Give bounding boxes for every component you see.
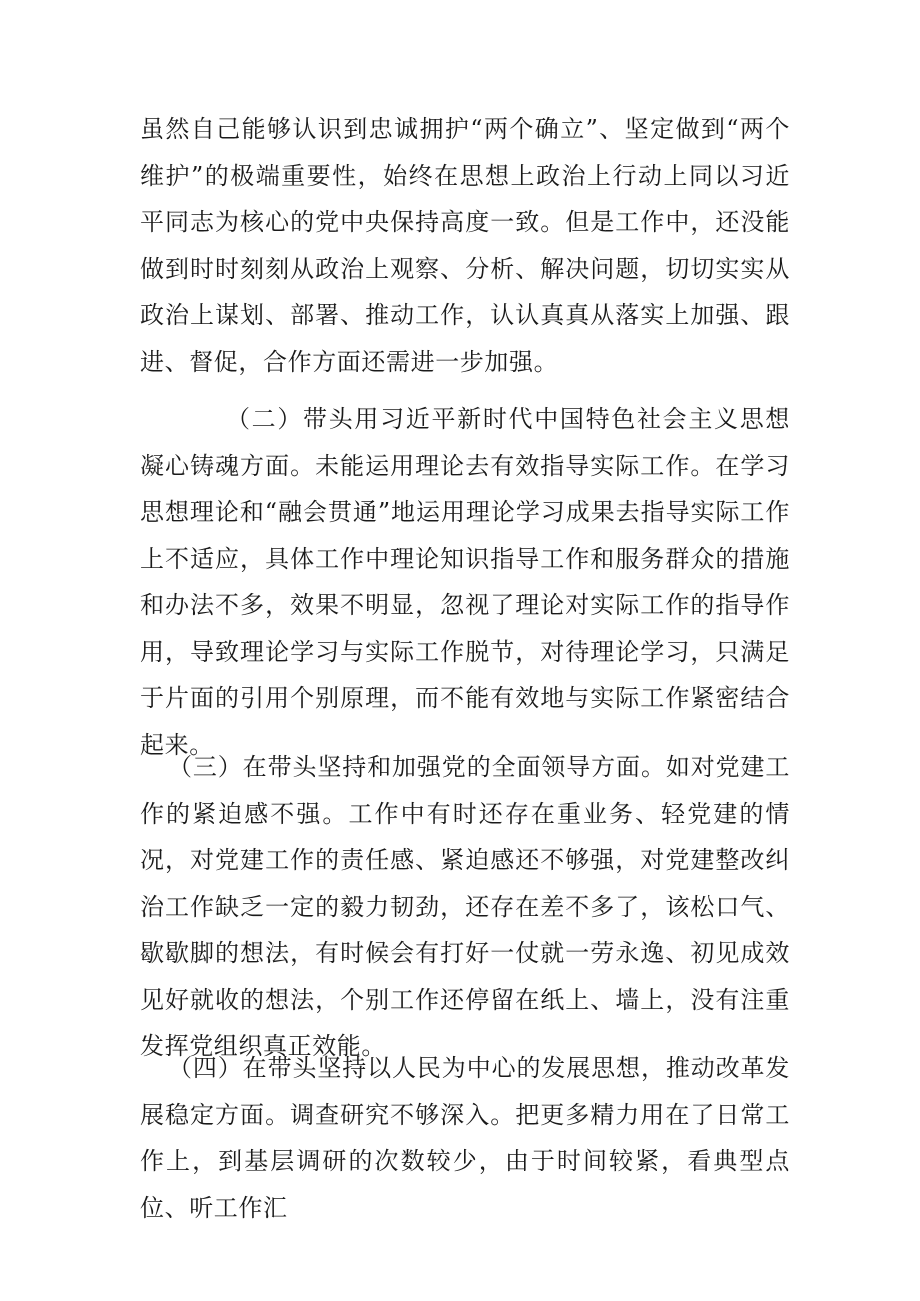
paragraph-people-centered: （四）在带头坚持以人民为中心的发展思想，推动改革发展稳定方面。调查研究不够深入。把更多精力用在了日常工作上，到基层调研的次数较少，由于时间较紧，看典型点位、听工作汇 [140, 1054, 790, 1222]
paragraph-political-loyalty: 虽然自己能够认识到忠诚拥护“两个确立”、坚定做到“两个维护”的极端重要性，始终在思想上政治上行动上同以习近平同志为核心的党中央保持高度一致。但是工作中，还没能做到时时刻刻从政治上观察、分析、解决问题，切切实实从政治上谋划、部署、推动工作，认认真真从落实上加强、跟进、督促，合作方面还需进一步加强。 [140, 115, 790, 376]
paragraph-party-leadership: （三）在带头坚持和加强党的全面领导方面。如对党建工作的紧迫感不强。工作中有时还存在重业务、轻党建的情况，对党建工作的责任感、紧迫感还不够强，对党建整改纠治工作缺乏一定的毅力韧劲，还存在差不多了，该松口气、歇歇脚的想法，有时候会有打好一仗就一劳永逸、初见成效见好就收的想法，个别工作还停留在纸上、墙上，没有注重发挥党组织真正效能。 [140, 753, 790, 1060]
paragraph-theory-application: （二）带头用习近平新时代中国特色社会主义思想凝心铸魂方面。未能运用理论去有效指导实际工作。在学习思想理论和“融会贯通”地运用理论学习成果去指导实际工作上不适应，具体工作中理论知识指导工作和服务群众的措施和办法不多，效果不明显，忽视了理论对实际工作的指导作用，导致理论学习与实际工作脱节，对待理论学习，只满足于片面的引用个别原理，而不能有效地与实际工作紧密结合起来。 [140, 405, 790, 759]
